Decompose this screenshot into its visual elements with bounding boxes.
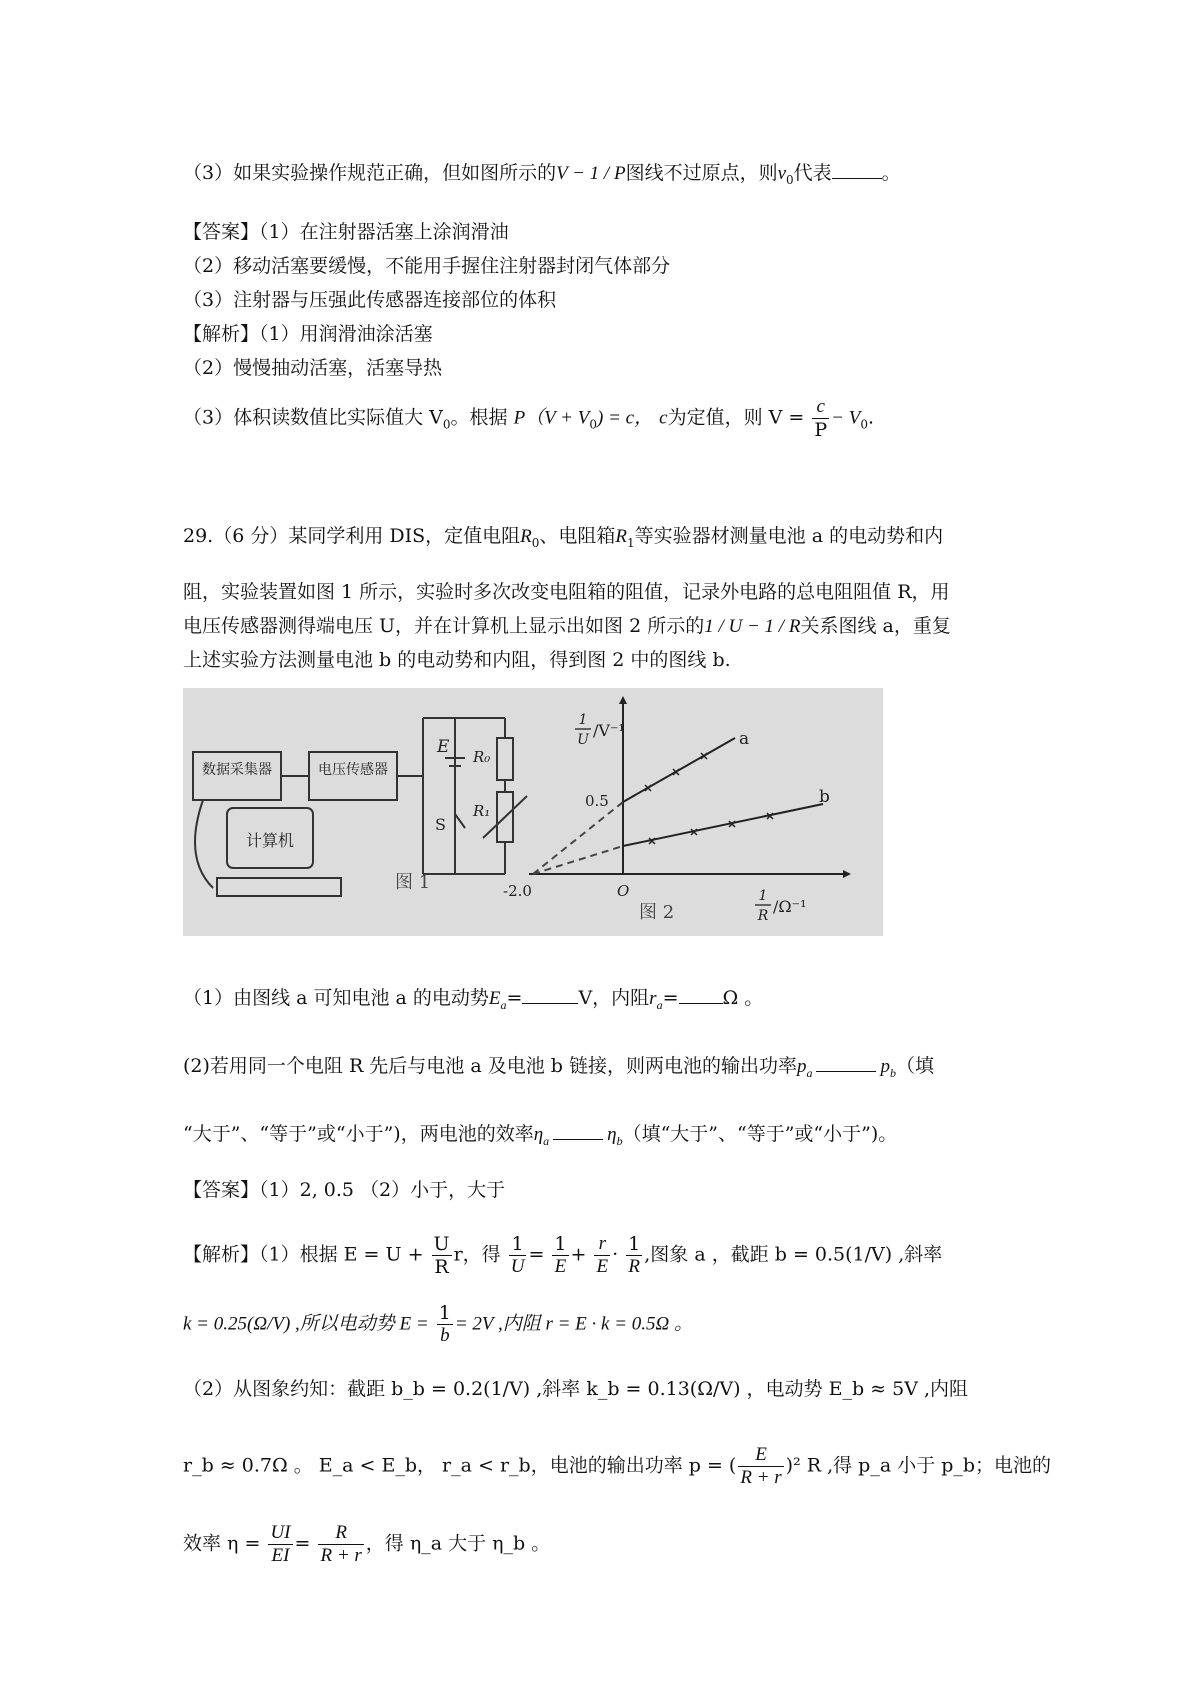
y-unit: /V⁻¹ — [593, 721, 625, 740]
q28-part3-var: v — [777, 163, 787, 184]
q29-part2-post: （填 — [895, 1055, 934, 1077]
answer-blank — [832, 160, 882, 179]
resistor-r0 — [497, 738, 513, 780]
answer-blank — [522, 985, 578, 1004]
fraction-1-over-e — [552, 1233, 568, 1278]
q29-ea-sub: a — [500, 997, 507, 1012]
data-markers — [645, 753, 773, 844]
q29-r1-sub: 1 — [627, 535, 635, 550]
q29-eta-a-sub: a — [543, 1133, 550, 1148]
q29-an3: （2）从图象约知：截距 b_b = 0.2(1/V) ,斜率 k_b = 0.13(Ω/V) ，电动势 E_b ≈ 5V ,内阻 — [183, 1378, 969, 1400]
fraction-numerator: 1 — [628, 1233, 641, 1255]
q29-intro-2: 阻，实验装置如图 1 所示，实验时多次改变电阻箱的阻值，记录外电路的总电阻阻值 R，用 — [183, 581, 950, 603]
figure-panel — [183, 688, 883, 936]
fraction-1-over-r — [626, 1233, 642, 1278]
origin-label: O — [617, 882, 630, 900]
q28-analysis-3-sub: 0 — [442, 417, 451, 432]
q29-pa-sub: a — [806, 1065, 813, 1080]
q29-part1-eq: = — [506, 987, 523, 1009]
fraction-numerator: r — [594, 1233, 610, 1256]
q29-intro-line-2 — [183, 579, 950, 605]
fraction-numerator: 1 — [554, 1233, 567, 1255]
q28-part3-mid: 图线不过原点，则 — [625, 162, 778, 184]
fraction-r-over-r-plus-r — [318, 1522, 363, 1567]
q28-analysis-3-pre: （3）体积读数值比实际值大 V — [183, 406, 443, 429]
q29-part2-line2-pre: “大于”、“等于”或“小于”)，两电池的效率 — [183, 1123, 534, 1145]
q28-analysis-line-2 — [183, 355, 442, 381]
fraction-denominator: E — [554, 1256, 567, 1277]
computer-label: 计算机 — [245, 831, 295, 850]
q29-pb-sub: b — [889, 1065, 896, 1080]
q29-part2-line-1 — [183, 1053, 934, 1086]
q29-part1-pre: （1）由图线 a 可知电池 a 的电动势 — [183, 987, 489, 1009]
q29-part2-line2-post: （填“大于”、“等于”或“小于”)。 — [622, 1123, 898, 1145]
y-axis-arrow — [619, 696, 627, 704]
answer-blank — [679, 985, 723, 1004]
label-s: S — [435, 815, 446, 834]
figure-2-graph — [503, 696, 851, 924]
label-r1: R₁ — [473, 802, 491, 820]
q29-intro-3-pre: 电压传感器测得端电压 U，并在计算机上显示出如图 2 所示的 — [183, 615, 705, 637]
q29-ea: E — [488, 988, 501, 1009]
q29-an4-post: )² R ,得 p_a 小于 p_b；电池的 — [785, 1454, 1052, 1477]
fraction-numerator: 1 — [509, 1233, 527, 1256]
q29-an1-pre: （1）根据 E = U + — [259, 1243, 424, 1266]
q29-an2-pre: k = 0.25(Ω/V) ,所以电动势 E = — [183, 1313, 429, 1335]
fraction-numerator: c — [812, 396, 829, 419]
q29-an1-r: r，得 — [453, 1243, 501, 1266]
q29-intro-3-math: 1 / U − 1 / R — [704, 616, 801, 637]
computer-keyboard — [217, 878, 341, 896]
figure-svg — [183, 688, 883, 936]
q29-r0-sub: 0 — [531, 535, 540, 550]
q28-part3-text: （3）如果实验操作规范正确，但如图所示的 — [183, 162, 557, 184]
q29-pa: p — [796, 1056, 807, 1077]
x-unit: /Ω⁻¹ — [773, 897, 807, 916]
q29-eta-b: η — [607, 1124, 617, 1145]
q28-answer-line-3 — [183, 287, 556, 313]
q29-ra-sub: a — [656, 997, 663, 1012]
q29-intro-1-pre: 29.（6 分）某同学利用 DIS，定值电阻 — [183, 525, 521, 547]
x-axis-arrow — [843, 870, 851, 878]
fraction-ui-over-ei — [268, 1522, 292, 1567]
cable — [195, 800, 213, 888]
fraction-e-over-r-plus-r — [738, 1444, 783, 1489]
q28-analysis-2: （2）慢慢抽动活塞，活塞导热 — [183, 357, 443, 379]
figure-2-caption: 图 2 — [639, 902, 675, 923]
fraction-1-over-u — [509, 1233, 527, 1278]
fraction-denominator: R — [628, 1256, 641, 1277]
q29-intro-3-post: 关系图线 a，重复 — [800, 615, 951, 637]
q28-answer-3: （3）注射器与压强此传感器连接部位的体积 — [183, 289, 557, 311]
q28-analysis-3-dot: . — [867, 406, 875, 429]
q29-part1-unit-ohm: Ω 。 — [722, 987, 764, 1009]
answer-label: 【答案】 — [183, 221, 260, 243]
fraction-denominator: E — [596, 1256, 609, 1277]
q29-intro-line-1 — [183, 523, 943, 556]
fraction-denominator: R + r — [320, 1545, 362, 1566]
q29-eta-b-sub: b — [616, 1133, 623, 1148]
fraction-denominator: U — [510, 1256, 525, 1277]
tick-y-0-5: 0.5 — [585, 792, 609, 810]
q28-analysis-3-fraction — [812, 396, 829, 441]
q28-part3-math: V − 1 / P — [556, 163, 626, 184]
q29-pb: p — [880, 1056, 890, 1077]
q29-analysis-line-5 — [183, 1522, 550, 1567]
fraction-r-over-e — [594, 1233, 610, 1278]
q28-part3-end: 。 — [881, 162, 901, 184]
line-a-label: a — [739, 729, 750, 749]
answer-blank — [553, 1121, 603, 1140]
q29-part2-pre: (2)若用同一个电阻 R 先后与电池 a 及电池 b 链接，则两电池的输出功率 — [183, 1055, 797, 1077]
switch — [455, 814, 465, 828]
q28-analysis-3-mid: 。根据 — [450, 406, 508, 429]
q29-r1: R — [615, 526, 628, 547]
x-label-num: 1 — [758, 888, 768, 904]
q29-part2-line-2 — [183, 1121, 897, 1154]
q29-intro-1-mid: 、电阻箱 — [539, 525, 616, 547]
label-r0: R₀ — [473, 748, 491, 766]
y-label-num: 1 — [578, 712, 588, 728]
fraction-denominator: EI — [271, 1545, 290, 1566]
q28-analysis-line-1 — [183, 321, 433, 347]
line-a-extrapolation — [533, 802, 623, 874]
sensor-label: 电压传感器 — [318, 762, 388, 778]
q29-an5-post: ，得 η_a 大于 η_b 。 — [365, 1532, 551, 1555]
fraction-numerator: E — [738, 1444, 783, 1467]
q29-part1 — [183, 985, 763, 1018]
q29-intro-4: 上述实验方法测量电池 b 的电动势和内阻，得到图 2 中的图线 b. — [183, 649, 731, 671]
answer-blank — [816, 1053, 876, 1072]
q28-part3-question — [183, 160, 901, 193]
fraction-numerator: R — [318, 1522, 363, 1545]
q29-an1-post: ,图象 a ，截距 b = 0.5(1/V) ,斜率 — [644, 1243, 943, 1266]
fraction-numerator: 1 — [438, 1302, 451, 1324]
fraction-denominator: R — [434, 1256, 449, 1278]
q29-an5-eq: = — [294, 1532, 311, 1555]
q28-analysis-3-eq-sub: 0 — [589, 417, 597, 432]
label-e: E — [437, 737, 450, 757]
q29-an1-plus: + — [570, 1243, 587, 1266]
q29-analysis-line-1 — [183, 1233, 942, 1278]
q29-intro-line-4 — [183, 647, 731, 673]
q28-analysis-3-const: 为定值，则 V = — [667, 406, 805, 429]
q28-analysis-3-eq: P（V + V — [513, 407, 590, 429]
q29-answer — [183, 1177, 505, 1203]
q28-part3-var-sub: 0 — [786, 172, 794, 187]
fraction-numerator: U — [433, 1233, 450, 1255]
y-label-den: U — [577, 732, 589, 748]
fraction-1-over-b — [437, 1302, 453, 1347]
q28-analysis-3-tail: − V — [831, 407, 861, 429]
analysis-label: 【解析】 — [183, 1243, 260, 1266]
q29-eta-a: η — [533, 1124, 544, 1145]
fraction-denominator: P — [814, 419, 828, 441]
q29-an2-post: = 2V ,内阻 r = E · k = 0.5Ω 。 — [454, 1313, 694, 1335]
q29-part1-eq2: = — [662, 987, 679, 1009]
q28-analysis-3-c: c — [659, 407, 668, 429]
answer-label: 【答案】 — [183, 1179, 260, 1201]
fraction-denominator: b — [440, 1325, 450, 1346]
q28-answer-2: （2）移动活塞要缓慢，不能用手握住注射器封闭气体部分 — [183, 255, 671, 277]
q29-intro-line-3 — [183, 613, 951, 640]
q29-an4-pre: r_b ≈ 0.7Ω 。 E_a < E_b， r_a < r_b，电池的输出功率 p = ( — [183, 1454, 737, 1477]
q28-part3-post: 代表 — [793, 162, 832, 184]
q29-an1-eq: = — [528, 1243, 545, 1266]
q29-ra: r — [649, 988, 657, 1009]
q29-an1-dot: · — [612, 1243, 619, 1266]
fraction-u-over-r — [432, 1233, 452, 1278]
q28-answer-line-2 — [183, 253, 670, 279]
q29-answer-text: （1）2, 0.5 （2）小于，大于 — [259, 1179, 506, 1201]
line-b-extrapolation — [533, 846, 623, 874]
x-label-den: R — [757, 908, 769, 924]
analysis-label: 【解析】 — [183, 323, 260, 345]
fraction-numerator: UI — [270, 1522, 291, 1543]
q29-analysis-line-2 — [183, 1302, 693, 1347]
q28-answer-1: （1）在注射器活塞上涂润滑油 — [259, 221, 509, 243]
q29-r0: R — [520, 526, 532, 547]
q29-part1-unit-v: V，内阻 — [578, 987, 650, 1009]
q29-intro-1-post: 等实验器材测量电池 a 的电动势和内 — [634, 525, 944, 547]
figure-1-caption: 图 1 — [395, 872, 431, 893]
q29-an5-pre: 效率 η = — [183, 1532, 261, 1555]
tick-x-neg-2: -2.0 — [503, 882, 532, 900]
q29-analysis-line-4 — [183, 1444, 1051, 1489]
line-b-label: b — [819, 787, 830, 807]
q29-analysis-line-3 — [183, 1376, 968, 1402]
daq-label: 数据采集器 — [202, 762, 272, 778]
q28-analysis-3-eq-post: ) = c， — [597, 407, 654, 429]
q28-analysis-line-3 — [183, 396, 874, 441]
q28-analysis-1: （1）用润滑油涂活塞 — [259, 323, 433, 345]
q28-analysis-3-tail-sub: 0 — [860, 417, 868, 432]
fraction-denominator: R + r — [740, 1467, 782, 1488]
q28-answer-line-1 — [183, 219, 509, 245]
